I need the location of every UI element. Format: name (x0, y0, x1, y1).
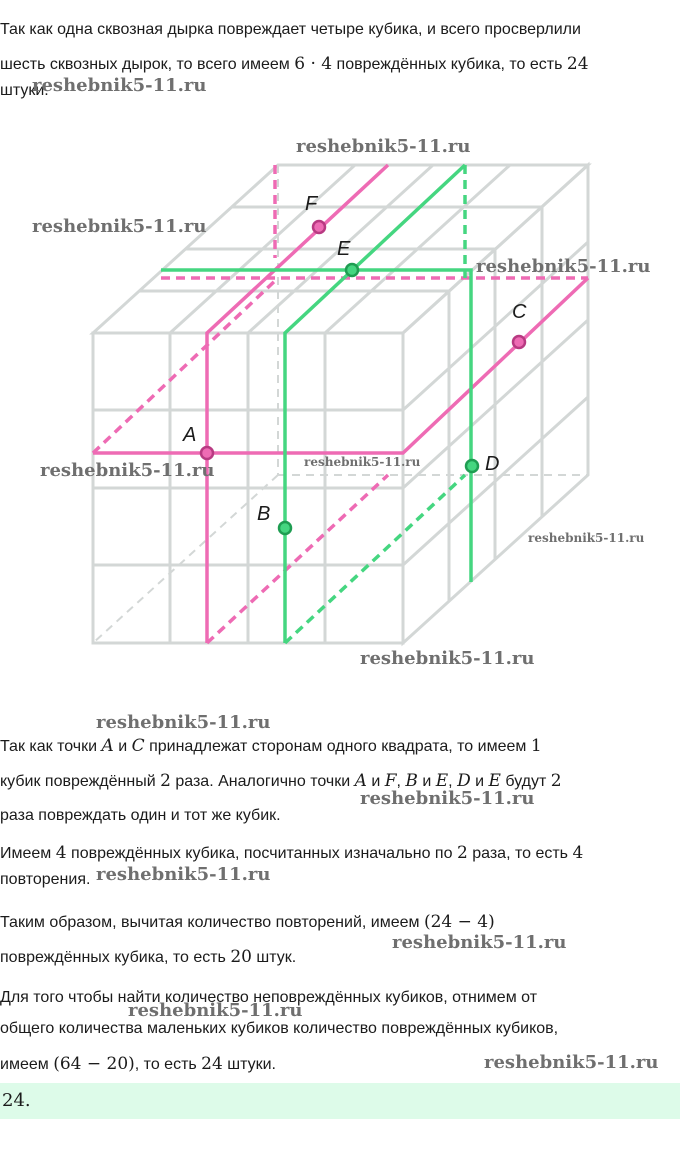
text: кубик повреждённый (0, 773, 161, 790)
text: и (366, 773, 385, 790)
text: принадлежат сторонам одного квадрата, то имеем (144, 738, 531, 755)
text: раза, то есть (467, 845, 573, 862)
text: штуки. (222, 1056, 276, 1073)
text: повреждённых кубика, то есть (332, 56, 567, 73)
watermark: reshebnik5-11.ru (32, 216, 207, 237)
p3-line-1 (0, 905, 676, 940)
watermark: reshebnik5-11.ru (476, 256, 651, 277)
answer-box: 24. (0, 1083, 680, 1119)
p1-line-2 (0, 764, 676, 799)
point-c (513, 336, 525, 348)
math-24: 24 (201, 1054, 223, 1074)
paragraph-subtraction (0, 905, 676, 975)
intro-line-1: Так как одна сквозная дырка повреждает четыре кубика, и всего просверлили (0, 21, 581, 38)
watermark: reshebnik5-11.ru (360, 648, 535, 669)
text: шесть сквозных дырок, то всего имеем (0, 56, 295, 73)
text: , то есть (134, 1056, 202, 1073)
watermark: reshebnik5-11.ru (96, 864, 271, 885)
math-2: 2 (160, 771, 171, 791)
text: и (417, 773, 436, 790)
watermark: reshebnik5-11.ru (304, 455, 421, 469)
label-c: C (512, 301, 527, 323)
watermark: reshebnik5-11.ru (40, 460, 215, 481)
text: повреждённых кубика, то есть (0, 949, 231, 966)
watermark: reshebnik5-11.ru (296, 136, 471, 157)
math-expression: (24 − 4) (423, 912, 495, 932)
math-20: 20 (230, 947, 252, 967)
math-a: A (354, 771, 367, 791)
math-e: E (435, 771, 449, 791)
p3-line-2 (0, 940, 676, 975)
label-d: D (485, 453, 500, 475)
label-a: A (183, 424, 197, 446)
text: будут (500, 773, 551, 790)
math-4: 4 (572, 843, 584, 863)
math-c: C (131, 736, 145, 756)
text: повреждённых кубика, посчитанных изначально по (66, 845, 457, 862)
p1-line-1 (0, 729, 676, 764)
text: Имеем (0, 845, 56, 862)
text: и (470, 773, 489, 790)
label-f: F (305, 193, 318, 215)
point-d (466, 460, 478, 472)
text: , (396, 773, 406, 790)
math-2: 2 (456, 843, 468, 863)
math-a: A (101, 736, 114, 756)
watermark: reshebnik5-11.ru (96, 712, 271, 733)
point-a (201, 447, 213, 459)
text: Так как точки (0, 738, 102, 755)
paragraph-points (0, 729, 676, 833)
p1-line-3: раза повреждать один и тот же кубик. (0, 807, 281, 824)
math-f: F (384, 771, 397, 791)
math-product: 6 · 4 (294, 54, 333, 74)
watermark: reshebnik5-11.ru (528, 531, 645, 545)
text: штук. (251, 949, 297, 966)
math-1: 1 (530, 736, 542, 756)
math-expression: (64 − 20) (53, 1054, 135, 1074)
math-24: 24 (566, 54, 589, 74)
math-2: 2 (550, 771, 562, 791)
point-e (346, 264, 358, 276)
text: Таким образом, вычитая количество повторений, имеем (0, 914, 424, 931)
label-e: E (337, 238, 351, 260)
watermark: reshebnik5-11.ru (360, 788, 535, 809)
watermark: reshebnik5-11.ru (32, 75, 207, 96)
point-f (313, 221, 325, 233)
p4-line-1: Для того чтобы найти количество неповреждённых кубиков, отнимем от (0, 989, 538, 1006)
label-b: B (257, 503, 271, 525)
math-e: E (488, 771, 501, 791)
p2-line-2: повторения. (0, 871, 91, 888)
watermark: reshebnik5-11.ru (392, 932, 567, 953)
math-d: D (457, 771, 471, 791)
math-b: B (405, 771, 418, 791)
math-4: 4 (55, 843, 67, 863)
text: и (113, 738, 132, 755)
point-b (279, 522, 291, 534)
text: раза. Аналогично точки (170, 773, 355, 790)
watermark: reshebnik5-11.ru (484, 1052, 659, 1073)
watermark: reshebnik5-11.ru (128, 1000, 303, 1021)
text: имеем (0, 1056, 54, 1073)
cube-figure (0, 130, 680, 660)
p4-line-2: общего количества маленьких кубиков количество повреждённых кубиков, (0, 1020, 559, 1037)
text: , (448, 773, 458, 790)
intro-line-3: штуки. (0, 82, 49, 99)
